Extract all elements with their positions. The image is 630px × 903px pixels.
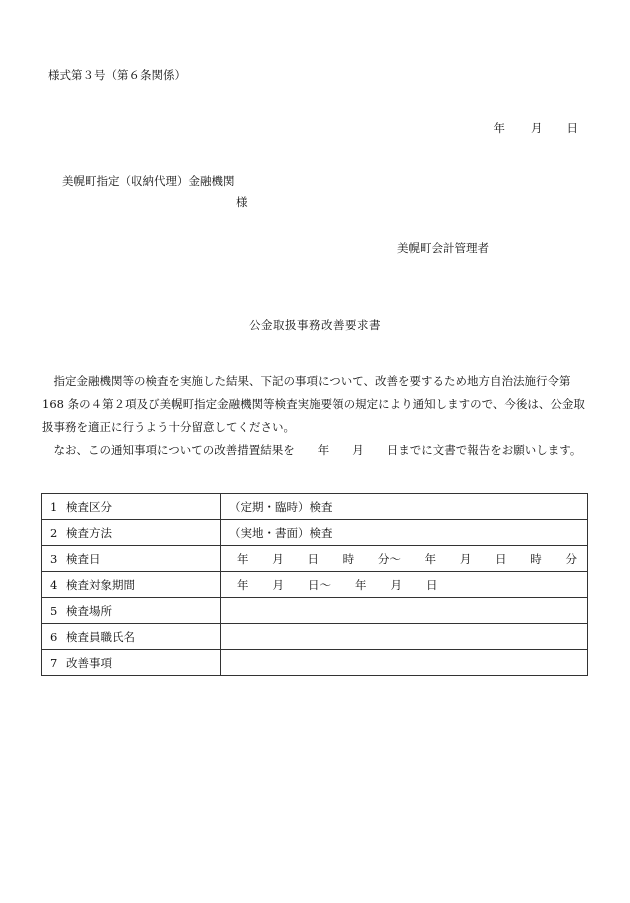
table-row — [42, 520, 588, 546]
row-label: 4 検査対象期間 — [42, 572, 221, 598]
body-paragraph-1: 指定金融機関等の検査を実施した結果、下記の事項について、改善を要するため地方自治法施行令第168 条の４第２項及び美幌町指定金融機関等検査実施要領の規定により通知しますので、今後は、公金取扱事務を適正に行うよう十分留意してください。 — [42, 374, 585, 434]
row-label: 7 改善事項 — [42, 650, 221, 676]
table-row — [42, 572, 588, 598]
form-number: 様式第３号（第６条関係） — [48, 68, 186, 82]
table-row — [42, 546, 588, 572]
sender: 美幌町会計管理者 — [397, 241, 489, 255]
page-title: 公金取扱事務改善要求書 — [249, 318, 381, 332]
addressee: 美幌町指定（収納代理）金融機関 — [62, 174, 235, 188]
row-label: 1 検査区分 — [42, 494, 221, 520]
improvement-items-cell — [221, 650, 588, 676]
date-day: 日 — [566, 121, 578, 135]
body-text — [42, 370, 592, 462]
row-label: 2 検査方法 — [42, 520, 221, 546]
inspector-name-cell — [221, 624, 588, 650]
honorific: 様 — [236, 195, 248, 209]
inspection-date-cell: 年 月 日 時 分～ 年 月 日 時 分 — [221, 546, 588, 572]
date-year: 年 — [493, 121, 505, 135]
inspection-type-cell: （定期・臨時）検査 — [221, 494, 588, 520]
body-paragraph-2: なお、この通知事項についての改善措置結果を 年 月 日までに文書で報告をお願いします。 — [53, 443, 582, 457]
row-label: 5 検査場所 — [42, 598, 221, 624]
table-row — [42, 650, 588, 676]
row-label: 3 検査日 — [42, 546, 221, 572]
table-row — [42, 624, 588, 650]
date-month: 月 — [531, 121, 543, 135]
date-line — [494, 121, 579, 135]
table-row — [42, 494, 588, 520]
row-label: 6 検査員職氏名 — [42, 624, 221, 650]
table-row — [42, 598, 588, 624]
inspection-place-cell — [221, 598, 588, 624]
inspection-method-cell: （実地・書面）検査 — [221, 520, 588, 546]
inspection-table — [41, 493, 588, 676]
inspection-period-cell: 年 月 日～ 年 月 日 — [221, 572, 588, 598]
